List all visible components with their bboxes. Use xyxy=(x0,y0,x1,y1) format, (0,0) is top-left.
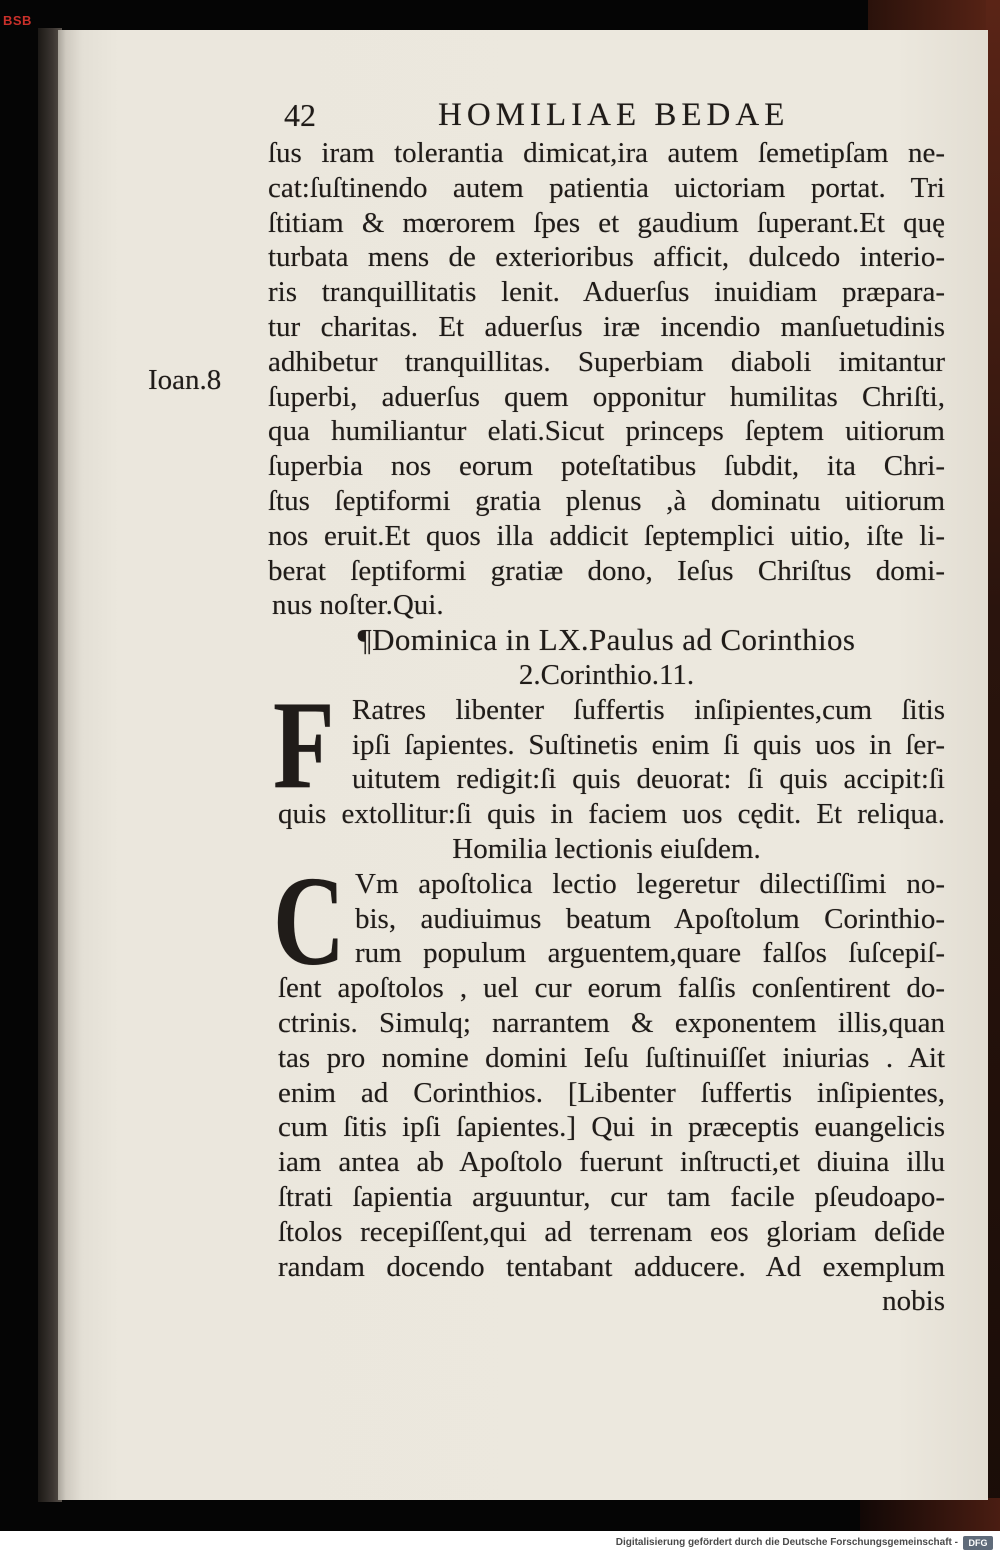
text-line: ſuperbia nos eorum poteſtatibus ſubdit, ita Chri- xyxy=(268,450,945,483)
text-line: enim ad Corinthios. [Libenter ſuffertis inſipientes, xyxy=(278,1076,945,1109)
text-line: adhibetur tranquillitas. Superbiam diaboli imitantur xyxy=(268,345,945,378)
text-line: ſtitiam & mœrorem ſpes et gaudium ſuperant.Et quę xyxy=(268,206,945,239)
binding-edge-bottom xyxy=(860,1498,1000,1531)
text-line: tur charitas. Et aduerſus iræ incendio manſuetudinis xyxy=(268,310,945,343)
section-reference: 2.Corinthio.11. xyxy=(518,658,695,691)
text-line: turbata mens de exterioribus afficit, dulcedo interio- xyxy=(268,241,945,274)
text-line: iam antea ab Apoſtolo fuerunt inſtructi,et diuina illu xyxy=(278,1146,945,1179)
text-line: ſuperbi, aduerſus quem opponitur humilitas Chriſti, xyxy=(268,380,945,413)
catchword: nobis xyxy=(882,1285,945,1318)
text-column xyxy=(268,136,945,1319)
text-line: nus noſter.Qui. xyxy=(272,589,444,622)
text-line: cum ſitis ipſi ſapientes.] Qui in præceptis euangelicis xyxy=(278,1111,945,1144)
dfg-logo: DFG xyxy=(963,1536,993,1550)
drop-cap-initial: C xyxy=(273,850,346,992)
running-head: HOMILIAE BEDAE xyxy=(438,97,790,133)
page-number: 42 xyxy=(284,97,316,133)
text-line: bis, audiuimus beatum Apoſtolum Corinthio- xyxy=(355,902,945,935)
margin-note: Ioan.8 xyxy=(148,364,222,396)
text-line: ipſi ſapientes. Suſtinetis enim ſi quis uos in ſer- xyxy=(352,728,945,761)
library-mark: BSB xyxy=(3,13,32,28)
text-line: nos eruit.Et quos illa addicit ſeptemplici uitio, iſte li- xyxy=(268,519,945,552)
text-line: ctrinis. Simulq; narrantem & exponentem illis,quan xyxy=(278,1006,945,1039)
text-line: ſtus ſeptiformi gratia plenus ,à dominatu uitiorum xyxy=(268,484,945,517)
text-line: berat ſeptiformi gratiæ dono, Ieſus Chriſtus domi- xyxy=(268,554,945,587)
homily-title: Homilia lectionis eiuſdem. xyxy=(452,832,761,865)
text-line: quis extollitur:ſi quis in faciem uos cędit. Et reliqua. xyxy=(278,798,945,831)
section-heading: ¶Dominica in LX.Paulus ad Corinthios xyxy=(357,622,856,658)
binding-edge-right xyxy=(986,0,1000,1531)
footer-credit: Digitalisierung gefördert durch die Deutsche Forschungsgemeinschaft - xyxy=(615,1537,958,1548)
text-line: ſent apoſtolos , uel cur eorum falſis conſentirent do- xyxy=(278,972,945,1005)
text-line: ſtrati ſapientia arguuntur, cur tam facile pſeudoapo- xyxy=(278,1180,945,1213)
text-line: uitutem redigit:ſi quis deuorat: ſi quis accipit:ſi xyxy=(352,763,945,796)
text-line: tas pro nomine domini Ieſu ſuſtinuiſſet iniurias . Ait xyxy=(278,1041,945,1074)
text-line: randam docendo tentabant adducere. Ad exemplum xyxy=(278,1250,945,1283)
text-line: ſtolos recepiſſent,qui ad terrenam eos gloriam deſide xyxy=(278,1215,945,1248)
text-line: Ratres libenter ſuffertis inſipientes,cum ſitis xyxy=(352,693,945,726)
text-line: rum populum arguentem,quare falſos ſuſcepiſ- xyxy=(355,937,945,970)
text-line: ſus iram tolerantia dimicat,ira autem ſemetipſam ne- xyxy=(268,137,945,169)
text-line: Vm apoſtolica lectio legeretur dilectiſſimi no- xyxy=(355,867,945,900)
drop-cap-initial: F xyxy=(273,676,335,815)
text-line: cat:ſuſtinendo autem patientia uictoriam portat. Tri xyxy=(268,171,945,204)
text-line: qua humiliantur elati.Sicut princeps ſeptem uitiorum xyxy=(268,415,945,448)
text-line: ris tranquillitatis lenit. Aduerſus inuidiam præpara- xyxy=(268,276,945,309)
binding-edge-top xyxy=(868,0,1000,30)
